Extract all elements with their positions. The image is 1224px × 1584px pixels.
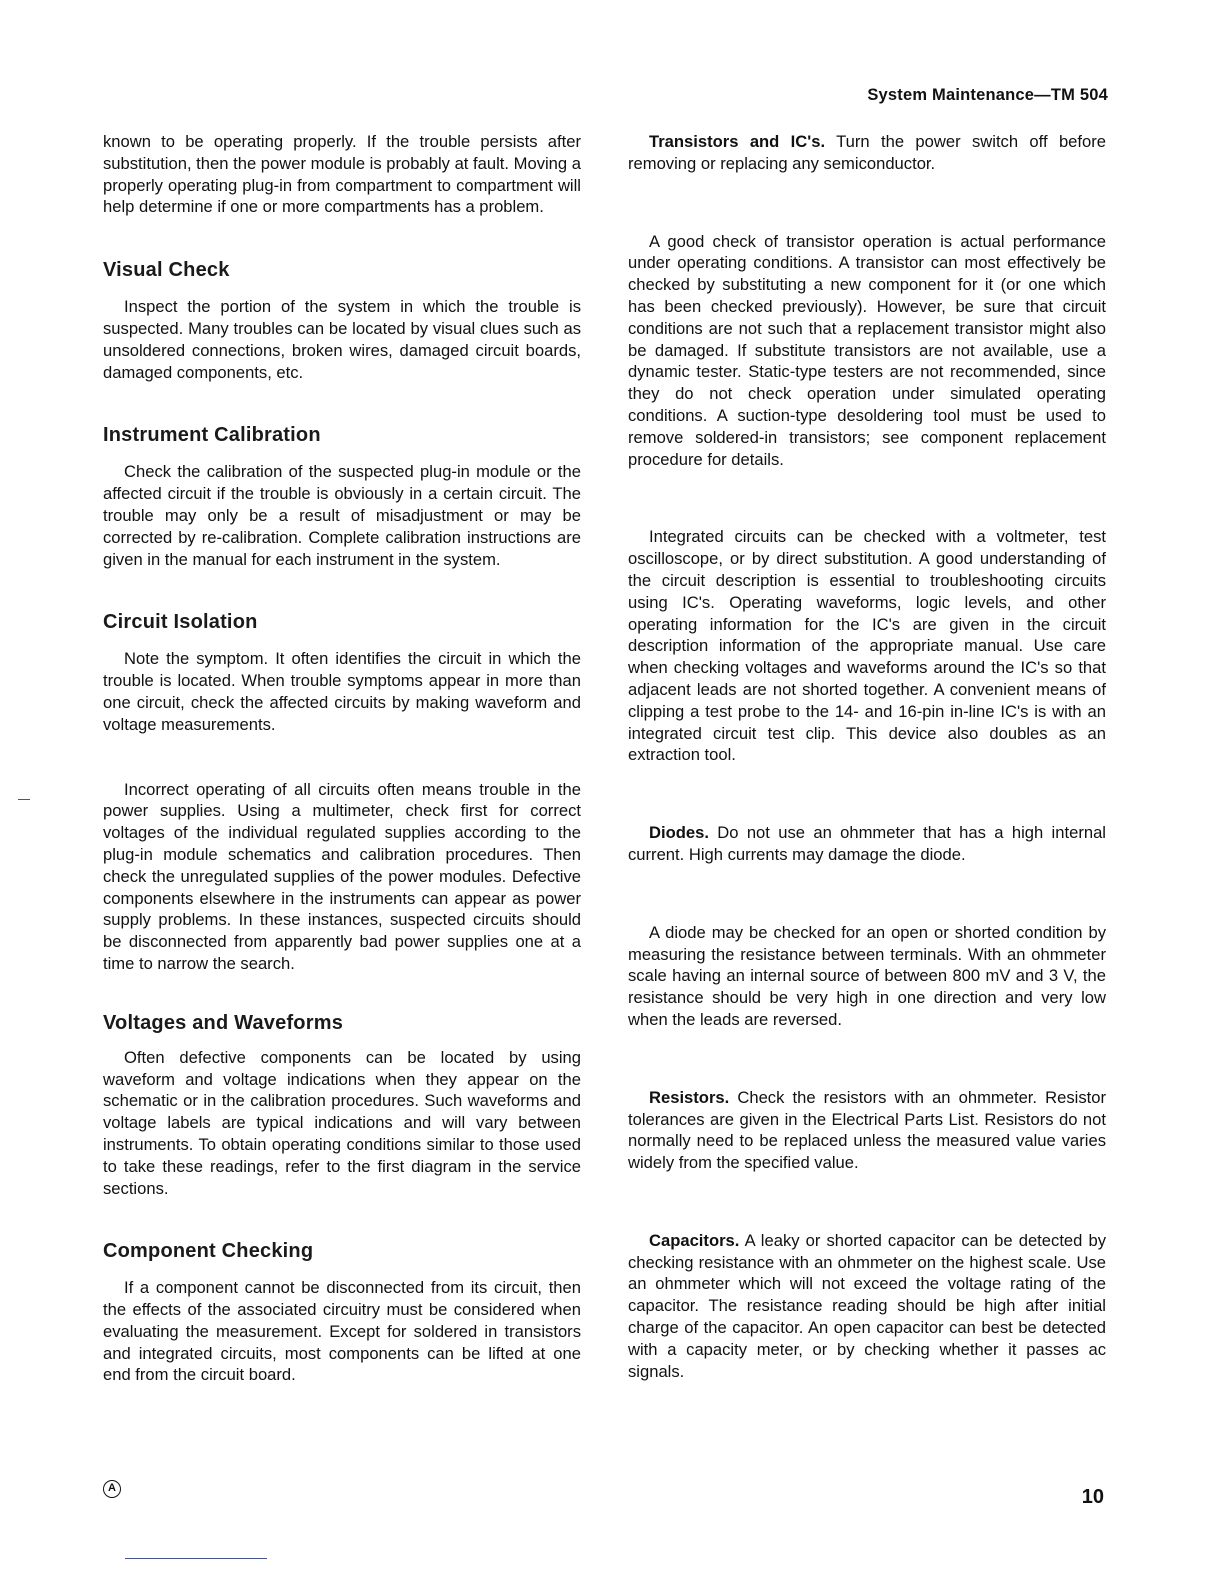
integrated-circuits-paragraph: Integrated circuits can be checked with a voltmeter, test oscilloscope, or by direct substitution. A good understanding of the circuit description is essential to troubleshooting circuits using IC's. Operating waveforms, logic levels, and other operating information for the IC's are given in the circuit description information of the appropriate manual. Use care when checking voltages and waveforms around the IC's so that adjacent leads are not shorted together. A convenient means of clipping a test probe to the 14- and 16-pin in-line IC's is with an integrated circuit test clip. This device also doubles as an extraction tool. — [628, 527, 1106, 765]
resistors-runin-heading: Resistors. — [649, 1087, 730, 1107]
resistors-text: Check the resistors with an ohmmeter. Resistor tolerances are given in the Electrical Parts List. Resistors do not normally need to be replaced unless the measured value varies widely from the specified value. — [628, 1087, 1106, 1173]
transistors-paragraph-1 — [628, 131, 1106, 175]
capacitors-runin-heading: Capacitors. — [649, 1230, 740, 1250]
instrument-calibration-paragraph: Check the calibration of the suspected plug-in module or the affected circuit if the trouble is obviously in a certain circuit. The trouble may only be a result of misadjustment or may be corrected by re-calibration. Complete calibration instructions are given in the manual for each instrument in the system. — [103, 462, 581, 569]
intro-paragraph: known to be operating properly. If the trouble persists after substitution, then the power module is probably at fault. Moving a properly operating plug-in from compartment to compartment will help determine if one or more compartments has a problem. — [103, 132, 581, 217]
component-checking-paragraph: If a component cannot be disconnected from its circuit, then the effects of the associated circuitry must be considered when evaluating the measurement. Except for soldered in transistors and integrated circuits, most components can be lifted at one end from the circuit board. — [103, 1278, 581, 1385]
revision-mark-icon: A — [103, 1480, 121, 1498]
transistors-runin-heading: Transistors and IC's. — [649, 132, 826, 151]
circuit-isolation-paragraph-2: Incorrect operating of all circuits often means trouble in the power supplies. Using a multimeter, check first for correct voltages of the individual regulated supplies according to the plug-in module schematics and calibration procedures. Then check the unregulated supplies of the power modules. Defective components elsewhere in the instruments can appear as power supply problems. In these instances, suspected circuits should be disconnected from apparently bad power supplies one at a time to narrow the search. — [103, 779, 581, 973]
running-header: System Maintenance—TM 504 — [867, 86, 1108, 104]
heading-visual-check: Visual Check — [103, 259, 230, 282]
visual-check-paragraph: Inspect the portion of the system in which the trouble is suspected. Many troubles can be located by visual clues such as unsoldered connections, broken wires, damaged circuit boards, damaged components, etc. — [103, 297, 581, 382]
heading-voltages-waveforms: Voltages and Waveforms — [103, 1011, 344, 1034]
capacitors-paragraph — [628, 1230, 1106, 1383]
heading-component-checking: Component Checking — [103, 1240, 314, 1263]
diodes-paragraph-2: A diode may be checked for an open or shorted condition by measuring the resistance between terminals. With an ohmmeter scale having an internal source of between 800 mV and 3 V, the resistance should be very high in one direction and very low when the leads are reversed. — [628, 922, 1106, 1029]
transistors-paragraph-2: A good check of transistor operation is actual performance under operating conditions. A transistor can most effectively be checked by substituting a new component for it (or one which has been checked previously). However, be sure that circuit conditions are not such that a replacement transistor might also be damaged. If substitute transistors are not available, use a dynamic tester. Static-type testers are not recommended, since they do not check operation under simulated operating conditions. A suction-type desoldering tool must be used to remove soldered-in transistors; see component replacement procedure for details. — [628, 231, 1106, 469]
diodes-paragraph-1 — [628, 822, 1106, 866]
margin-tick-mark — [18, 799, 30, 800]
page-number: 10 — [1081, 1486, 1104, 1508]
heading-instrument-calibration: Instrument Calibration — [103, 424, 321, 447]
diodes-runin-heading: Diodes. — [649, 823, 709, 843]
voltages-waveforms-paragraph: Often defective components can be located by using waveform and voltage indications when they appear on the schematic or in the calibration procedures. Such waveforms and voltage labels are typical indications and will vary between instruments. To obtain operating conditions similar to those used to take these readings, refer to the first diagram in the service sections. — [103, 1047, 581, 1198]
resistors-paragraph — [628, 1087, 1106, 1174]
diodes-text-1: Do not use an ohmmeter that has a high internal current. High currents may damage the diode. — [628, 823, 1106, 864]
capacitors-text: A leaky or shorted capacitor can be detected by checking resistance with an ohmmeter on the highest scale. Use an ohmmeter which will not exceed the voltage rating of the capacitor. The resistance reading should be high after initial charge of the capacitor. An open capacitor can best be detected with a capacity meter, or by checking whether it passes ac signals. — [628, 1230, 1106, 1381]
heading-circuit-isolation: Circuit Isolation — [103, 611, 258, 634]
left-column — [103, 131, 581, 1386]
transistors-text-1: Turn the power switch off before removing or replacing any semiconductor. — [628, 132, 1106, 173]
circuit-isolation-paragraph-1: Note the symptom. It often identifies the circuit in which the trouble is located. When trouble symptoms appear in more than one circuit, check the affected circuits by making waveform and voltage measurements. — [103, 649, 581, 734]
right-column — [628, 131, 1106, 1382]
bottom-rule — [125, 1558, 267, 1559]
